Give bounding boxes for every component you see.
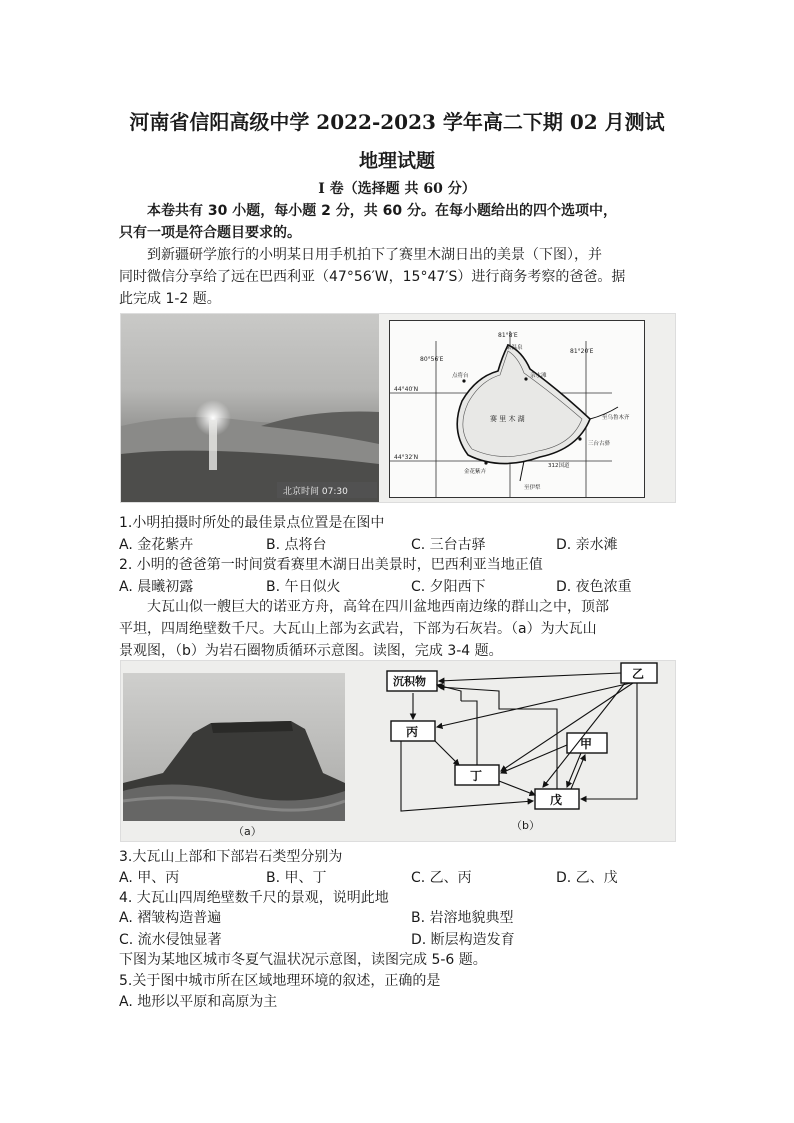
exam-subtitle: 地理试题: [358, 150, 435, 172]
option-b[interactable]: B. 甲、丁: [266, 870, 327, 886]
question-stem: 1.小明拍摄时所处的最佳景点位置是在图中: [119, 515, 385, 531]
question-stem: 3.大瓦山上部和下部岩石类型分别为: [119, 849, 343, 865]
question-stem: 4. 大瓦山四周绝壁数千尺的景观，说明此地: [119, 890, 389, 906]
figure-sayram-lake: [120, 313, 676, 503]
node-sediment: 沉积物: [393, 675, 426, 688]
question-stem: 2. 小明的爸爸第一时间赏看赛里木湖日出美景时，巴西利亚当地正值: [119, 557, 543, 573]
lat-label: 44°40′N: [394, 386, 419, 393]
passage-line: 到新疆研学旅行的小明某日用手机拍下了赛里木湖日出的美景（下图），并: [147, 247, 602, 263]
lon-label: 81°8′E: [498, 332, 518, 339]
option-b[interactable]: B. 午日似火: [266, 579, 341, 595]
place-label: 金花紫卉: [464, 469, 487, 475]
place-label: 果温泉: [506, 345, 523, 351]
passage-line: 同时微信分享给了远在巴西利亚（47°56′W，15°47′S）进行商务考察的爸爸。据: [119, 269, 626, 285]
figure-dawa-mountain: [120, 660, 676, 842]
passage-line: 下图为某地区城市冬夏气温状况示意图，读图完成 5-6 题。: [119, 952, 487, 968]
sayram-lake-map: [389, 320, 645, 498]
option-a[interactable]: A. 地形以平原和高原为主: [119, 994, 278, 1010]
lake-label: 赛 里 木 湖: [490, 415, 525, 423]
instructions-line: 本卷共有 30 小题，每小题 2 分，共 60 分。在每小题给出的四个选项中，: [147, 203, 617, 219]
option-a[interactable]: A. 金花紫卉: [119, 537, 194, 553]
caption-a: （a）: [233, 825, 262, 838]
passage-line: 此完成 1-2 题。: [119, 291, 221, 307]
option-a[interactable]: A. 甲、丙: [119, 870, 180, 886]
caption-b: （b）: [511, 819, 540, 832]
rock-cycle-diagram: [371, 661, 671, 841]
option-d[interactable]: D. 断层构造发育: [411, 932, 515, 948]
option-d[interactable]: D. 亲水滩: [556, 537, 618, 553]
option-b[interactable]: B. 岩溶地貌典型: [411, 910, 514, 926]
place-label: 点将台: [452, 373, 469, 379]
option-a[interactable]: A. 褶皱构造普遍: [119, 910, 222, 926]
passage-line: 景观图，（b）为岩石圈物质循环示意图。读图，完成 3-4 题。: [119, 643, 503, 659]
option-d[interactable]: D. 乙、戊: [556, 870, 618, 886]
option-d[interactable]: D. 夜色浓重: [556, 579, 632, 595]
place-label: 至伊犁: [524, 485, 541, 491]
lon-label: 81°20′E: [570, 348, 594, 355]
question-stem: 5.关于图中城市所在区域地理环境的叙述，正确的是: [119, 973, 441, 989]
passage-line: 大瓦山似一艘巨大的诺亚方舟，高耸在四川盆地西南边缘的群山之中，顶部: [147, 599, 609, 615]
option-a[interactable]: A. 晨曦初露: [119, 579, 194, 595]
instructions-line: 只有一项是符合题目要求的。: [119, 225, 301, 241]
exam-title: 河南省信阳高级中学 2022-2023 学年高二下期 02 月测试: [129, 110, 665, 134]
node-ding: 丁: [470, 769, 483, 783]
option-c[interactable]: C. 流水侵蚀显著: [119, 932, 222, 948]
node-yi: 乙: [632, 667, 645, 681]
option-b[interactable]: B. 点将台: [266, 537, 327, 553]
place-label: 亲水滩: [530, 373, 547, 379]
place-label: 至乌鲁木齐: [602, 415, 630, 421]
passage-line: 平坦，四周绝壁数千尺。大瓦山上部为玄武岩，下部为石灰岩。（a）为大瓦山: [119, 621, 597, 637]
node-jia: 甲: [580, 737, 593, 751]
lon-label: 80°56′E: [420, 356, 444, 363]
node-wu: 戊: [550, 793, 563, 807]
option-c[interactable]: C. 三台古驿: [411, 537, 486, 553]
lat-label: 44°32′N: [394, 454, 419, 461]
sunrise-photo: [121, 314, 379, 502]
option-c[interactable]: C. 夕阳西下: [411, 579, 486, 595]
section-heading: I 卷（选择题 共 60 分）: [318, 181, 476, 197]
photo-timestamp: 北京时间 07:30: [283, 487, 348, 497]
dawa-mountain-photo: [123, 673, 345, 821]
node-bing: 丙: [406, 725, 419, 739]
place-label: 312国道: [548, 463, 570, 469]
option-c[interactable]: C. 乙、丙: [411, 870, 472, 886]
place-label: 三台古驿: [588, 441, 611, 447]
